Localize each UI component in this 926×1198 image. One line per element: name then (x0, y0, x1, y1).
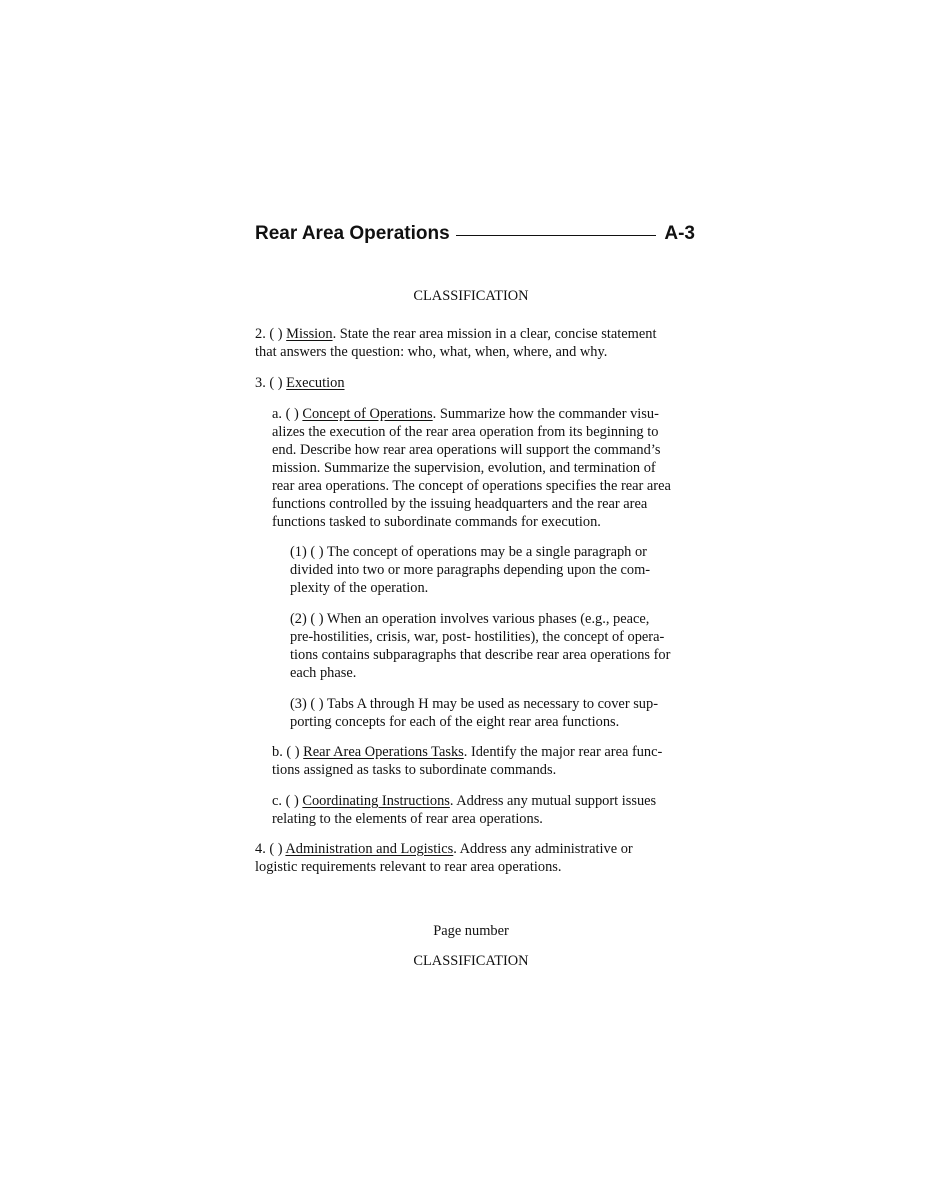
subparagraph-2-line: pre-hostilities, crisis, war, post- hostilities), the concept of opera- (290, 629, 665, 645)
classification-bottom: CLASSIFICATION (413, 953, 529, 969)
running-header (255, 221, 695, 247)
paragraph-2-line-1: 2. ( ) Mission. State the rear area mission in a clear, concise statement (255, 326, 657, 342)
subparagraph-2-line: tions contains subparagraphs that describe rear area operations for (290, 647, 671, 663)
paragraph-3a-concept-of-operations (272, 405, 696, 531)
subparagraph-1-line: plexity of the operation. (290, 580, 429, 596)
paragraph-3a-line: functions controlled by the issuing headquarters and the rear area (272, 496, 648, 512)
paragraph-4-administration-and-logistics: 4. ( ) Administration and Logistics. Address any administrative or logistic requirements relevant to rear area operations. (255, 840, 695, 876)
subparagraph-1-line: divided into two or more paragraphs depending upon the com- (290, 562, 651, 578)
paragraph-3a-line: alizes the execution of the rear area operation from its beginning to (272, 424, 659, 440)
subparagraph-2-line: (2) ( ) When an operation involves various phases (e.g., peace, (290, 611, 650, 627)
header-page-number: A-3 (664, 223, 695, 244)
classification-top: CLASSIFICATION (413, 288, 529, 304)
concept-of-operations-heading: Concept of Operations (302, 406, 433, 422)
mission-heading: Mission (286, 326, 333, 342)
subparagraph-3-line: (3) ( ) Tabs A through H may be used as necessary to cover sup- (290, 696, 658, 712)
header-rule (456, 235, 657, 236)
subparagraph-3 (290, 695, 696, 731)
paragraph-3c-line-2: relating to the elements of rear area operations. (272, 811, 543, 827)
page-number-label: Page number (433, 923, 509, 939)
paragraph-3a-line-1: a. ( ) Concept of Operations. Summarize how the commander visu- (272, 406, 659, 422)
subparagraph-2-line: each phase. (290, 665, 357, 681)
paragraph-3a-line: functions tasked to subordinate commands for execution. (272, 514, 601, 530)
subparagraph-1 (290, 543, 696, 597)
header-title: Rear Area Operations (255, 223, 450, 244)
execution-heading: Execution (286, 375, 345, 391)
paragraph-3b-rear-area-operations-tasks: b. ( ) Rear Area Operations Tasks. Identify the major rear area func- tions assigned as tasks to subordinate commands. (272, 743, 696, 779)
paragraph-2-line-2: that answers the question: who, what, when, where, and why. (255, 344, 608, 360)
paragraph-4-line-2: logistic requirements relevant to rear area operations. (255, 859, 562, 875)
subparagraph-2 (290, 610, 696, 682)
rear-area-operations-tasks-heading: Rear Area Operations Tasks (303, 744, 464, 760)
paragraph-2-mission (255, 325, 695, 361)
paragraph-3b-line-2: tions assigned as tasks to subordinate commands. (272, 762, 557, 778)
paragraph-3a-line: mission. Summarize the supervision, evolution, and termination of (272, 460, 656, 476)
paragraph-3a-line: rear area operations. The concept of operations specifies the rear area (272, 478, 671, 494)
coordinating-instructions-heading: Coordinating Instructions (302, 793, 450, 809)
paragraph-3c-coordinating-instructions: c. ( ) Coordinating Instructions. Address any mutual support issues relating to the elements of rear area operations. (272, 792, 696, 828)
subparagraph-1-line: (1) ( ) The concept of operations may be a single paragraph or (290, 544, 647, 560)
administration-and-logistics-heading: Administration and Logistics (285, 841, 454, 857)
subparagraph-3-line: porting concepts for each of the eight rear area functions. (290, 714, 620, 730)
paragraph-3-execution: 3. ( ) Execution (255, 375, 345, 391)
paragraph-3a-line: end. Describe how rear area operations will support the command’s (272, 442, 661, 458)
